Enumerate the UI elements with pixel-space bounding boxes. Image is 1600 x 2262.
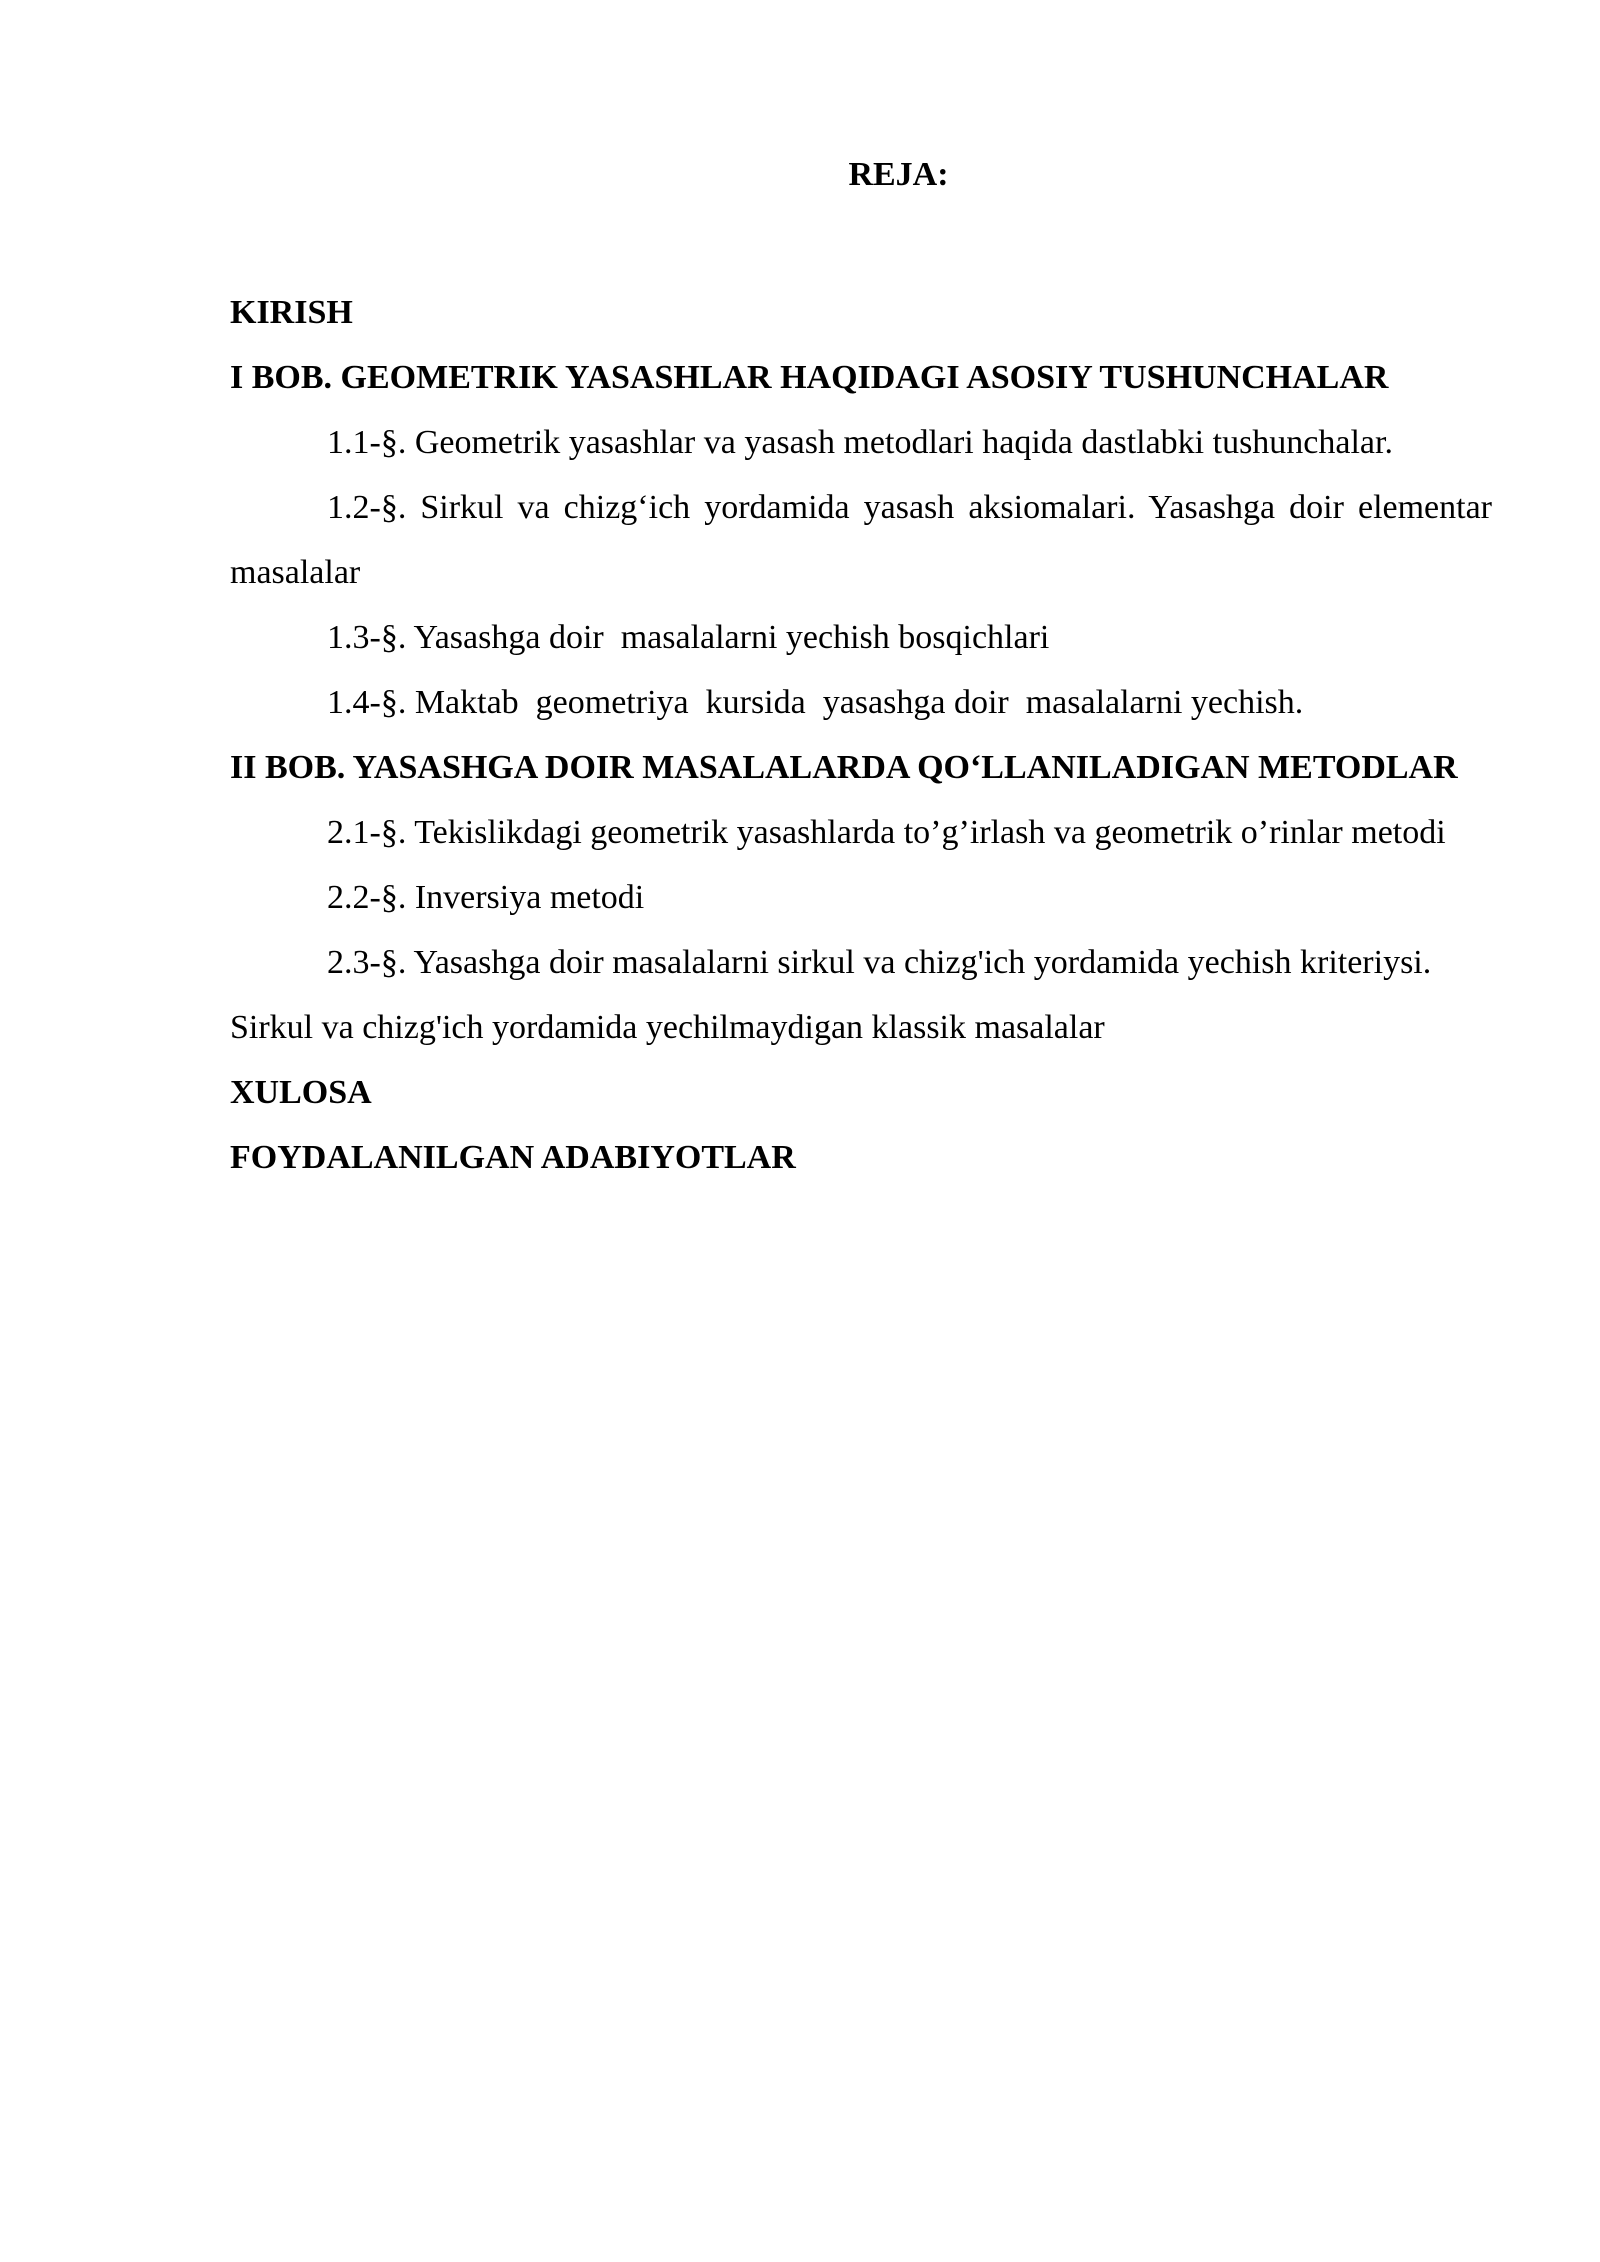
toc-references: FOYDALANILGAN ADABIYOTLAR — [230, 1139, 796, 1176]
page-title: REJA: — [848, 156, 949, 193]
toc-section-1-4: 1.4-§. Maktab geometriya kursida yasashga doir masalalarni yechish. — [327, 684, 1304, 721]
toc-chapter-1: I BOB. GEOMETRIK YASASHLAR HAQIDAGI ASOSIY TUSHUNCHALAR — [230, 359, 1389, 396]
toc-conclusion: XULOSA — [230, 1074, 372, 1111]
toc-section-2-2: 2.2-§. Inversiya metodi — [327, 879, 645, 916]
toc-section-1-1: 1.1-§. Geometrik yasashlar va yasash metodlari haqida dastlabki tushunchalar. — [327, 424, 1393, 461]
toc-section-2-3: 2.3-§. Yasashga doir masalalarni sirkul va chizg'ich yordamida yechish kriteriysi. Sirkul va chizg'ich yordamida yechilmaydigan klassik masalalar — [230, 944, 1432, 1046]
toc-introduction: KIRISH — [230, 294, 353, 331]
toc-section-1-2: 1.2-§. Sirkul va chizg‘ich yordamida yasash aksiomalari. Yasashga doir elementar masalalar — [230, 489, 1492, 591]
toc-chapter-2: II BOB. YASASHGA DOIR MASALALARDA QO‘LLANILADIGAN METODLAR — [230, 749, 1458, 786]
table-of-contents — [230, 280, 1492, 1190]
toc-section-2-1: 2.1-§. Tekislikdagi geometrik yasashlarda to’g’irlash va geometrik o’rinlar metodi — [327, 814, 1446, 851]
toc-section-1-3: 1.3-§. Yasashga doir masalalarni yechish bosqichlari — [327, 619, 1050, 656]
